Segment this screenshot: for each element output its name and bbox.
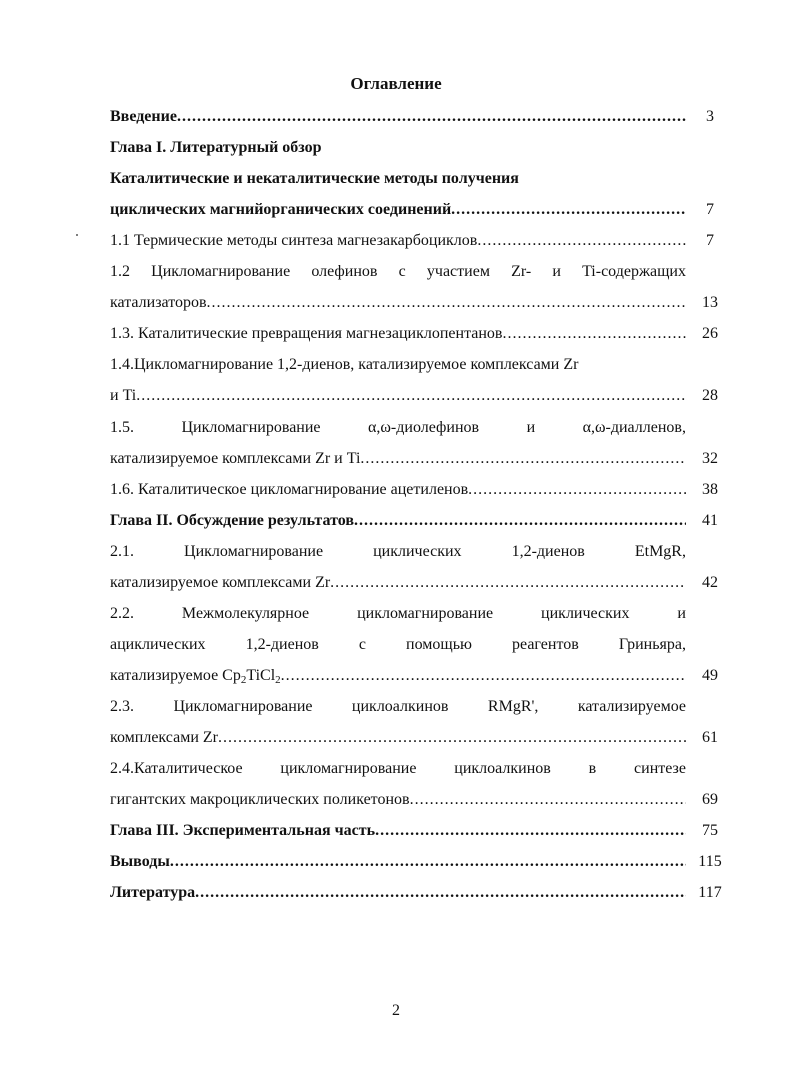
toc-entry-intro [110, 106, 686, 128]
toc-page-number: 41 [702, 512, 718, 529]
toc-entry-1-2 [110, 261, 686, 283]
dot-leader [177, 106, 686, 128]
word: с [358, 636, 366, 653]
page-number: 2 [392, 1002, 400, 1019]
scan-speck [76, 234, 78, 236]
toc-entry-2-2-line3 [110, 665, 686, 687]
word: Цикломагнирование [181, 419, 321, 436]
dot-leader [207, 292, 686, 314]
toc-page-number: 26 [702, 325, 718, 342]
toc-entry-2-1 [110, 541, 686, 563]
toc-entry-text: комплексами Zr [110, 729, 218, 746]
word: Гриньяра, [618, 636, 686, 653]
word: Zr- [511, 263, 532, 280]
toc-page-number: 7 [706, 201, 714, 218]
toc-entry-2-1-cont [110, 572, 686, 594]
word: Цикломагнирование [184, 543, 324, 560]
toc-entry-text: Введение [110, 108, 177, 125]
toc-entry-1-4-cont [110, 385, 686, 407]
toc-page-number: 3 [706, 108, 714, 125]
word: α,ω-диалленов, [582, 419, 686, 436]
toc-entry-1-5-cont [110, 448, 686, 470]
toc-entry-text [110, 665, 281, 687]
toc-entry-text: циклических магнийорганических соединений [110, 201, 452, 218]
word: Межмолекулярное [181, 605, 310, 622]
toc-entry-chapter-1-subtitle: Каталитические и некаталитические методы получения [110, 170, 519, 187]
toc-entry-text: катализируемое комплексами Zr и Ti [110, 450, 361, 467]
word: EtMgR, [634, 543, 686, 560]
dot-leader [354, 510, 686, 532]
toc-page-number: 115 [698, 853, 722, 870]
dot-leader [360, 448, 686, 470]
toc-entry-literature [110, 882, 686, 904]
word: и [552, 263, 561, 280]
toc-entry-1-6 [110, 479, 686, 501]
toc-entry-conclusions [110, 851, 686, 873]
toc-page-number: 28 [702, 387, 718, 404]
word: 1,2-диенов [511, 543, 585, 560]
word: и [677, 605, 686, 622]
toc-entry-text: Литература [110, 884, 196, 901]
word: с [398, 263, 406, 280]
dot-leader [451, 199, 686, 221]
formula-subscript: 2 [240, 674, 247, 686]
toc-entry-1-2-cont [110, 292, 686, 314]
dot-leader [218, 727, 686, 749]
toc-page-number: 7 [706, 232, 714, 249]
toc-entry-2-2-line2 [110, 634, 686, 656]
word: цикломагнирование [357, 605, 494, 622]
toc-entry-text: Глава III. Экспериментальная часть [110, 822, 376, 839]
word: катализируемое [577, 698, 686, 715]
dot-leader [195, 882, 686, 904]
dot-leader [330, 572, 686, 594]
toc-entry-chapter-2 [110, 510, 686, 532]
word: синтезе [634, 760, 686, 777]
toc-entry-text: катализируемое комплексами Zr [110, 574, 331, 591]
toc-page-number: 49 [702, 667, 718, 684]
formula-subscript: 2 [275, 674, 281, 686]
toc-entry-text: Глава II. Обсуждение результатов [110, 512, 354, 529]
word: 1.5. [110, 419, 134, 436]
toc-page-number: 69 [702, 791, 718, 808]
toc-entry-1-4: 1.4.Цикломагнирование 1,2-диенов, катализируемое комплексами Zr [110, 356, 579, 373]
toc-entry-text: катализаторов [110, 294, 207, 311]
word: 2.3. [110, 698, 134, 715]
word: реагентов [512, 636, 579, 653]
word: 2.2. [110, 605, 134, 622]
dot-leader [502, 323, 686, 345]
word: 1.2 [110, 263, 130, 280]
word: Ti-содержащих [582, 263, 686, 280]
toc-page-number: 38 [702, 481, 718, 498]
toc-entry-text: 1.3. Каталитические превращения магнезациклопентанов [110, 325, 503, 342]
toc-entry-text: 1.6. Каталитическое цикломагнирование ацетиленов [110, 481, 469, 498]
toc-entry-chapter-3 [110, 820, 686, 842]
toc-page-number: 32 [702, 450, 718, 467]
formula-part: катализируемое Cp [110, 667, 241, 684]
toc-entry-2-4 [110, 758, 686, 780]
word: 1,2-диенов [245, 636, 319, 653]
word: олефинов [311, 263, 378, 280]
word: Цикломагнирование [151, 263, 291, 280]
toc-entry-1-1 [110, 230, 686, 252]
word: RMgR', [487, 698, 539, 715]
toc-entry-text: Выводы [110, 853, 170, 870]
word: циклоалкинов [351, 698, 449, 715]
word: ациклических [110, 636, 206, 653]
toc-entry-2-4-cont [110, 789, 686, 811]
toc-entry-text: и Ti [110, 387, 137, 404]
toc-title: Оглавление [350, 74, 442, 93]
word: циклоалкинов [454, 760, 551, 777]
word: циклических [373, 543, 462, 560]
dot-leader [375, 820, 686, 842]
dot-leader [477, 230, 686, 252]
toc-entry-2-2 [110, 603, 686, 625]
word: 2.4.Каталитическое [110, 760, 243, 777]
dot-leader [410, 789, 686, 811]
toc-page-number: 75 [702, 822, 718, 839]
toc-entry-2-3-cont [110, 727, 686, 749]
word: в [588, 760, 597, 777]
toc-page-number: 61 [702, 729, 718, 746]
toc-page-number: 117 [698, 884, 722, 901]
toc-entry-chapter-1: Глава I. Литературный обзор [110, 139, 322, 156]
word: α,ω-диолефинов [368, 419, 480, 436]
word: циклических [541, 605, 630, 622]
word: Цикломагнирование [173, 698, 313, 715]
toc-entry-text: 1.1 Термические методы синтеза магнезакарбоциклов [110, 232, 478, 249]
word: помощью [406, 636, 472, 653]
toc-entry-text: гигантских макроциклических поликетонов [110, 791, 410, 808]
word: цикломагнирование [280, 760, 417, 777]
dot-leader [170, 851, 686, 873]
word: 2.1. [110, 543, 134, 560]
word: и [526, 419, 536, 436]
formula-part: TiCl [246, 667, 276, 684]
dot-leader [468, 479, 686, 501]
toc-entry-1-3 [110, 323, 686, 345]
toc-entry-1-5 [110, 417, 686, 439]
dot-leader [136, 385, 686, 407]
word: участием [426, 263, 490, 280]
toc-entry-2-3 [110, 696, 686, 718]
toc-page-number: 42 [702, 574, 718, 591]
dot-leader [281, 665, 686, 687]
toc-entry-chapter-1-subtitle-cont [110, 199, 686, 221]
toc-page-number: 13 [702, 294, 718, 311]
